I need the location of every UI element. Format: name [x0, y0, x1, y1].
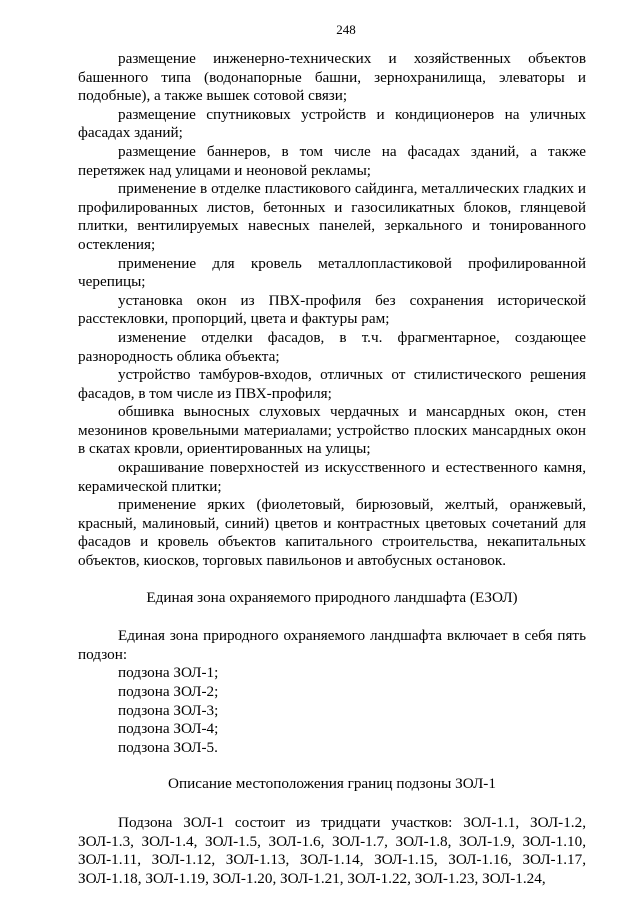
subzone-item: подзона ЗОЛ-2;	[118, 683, 219, 700]
subzone-item: подзона ЗОЛ-5.	[118, 738, 218, 756]
restriction-list-item: применение ярких (фиолетовый, бирюзовый, желтый, оранжевый, красный, малиновый, синий) цветов и контрастных цветовых сочетаний для фасадов и кровель объектов капитального строительства, некапитальных объектов, киосков, торговых павильонов и автобусных остановок.	[78, 496, 586, 570]
restriction-list-item: размещение инженерно-технических и хозяйственных объектов башенного типа (водонапорные башни, зернохранилища, элеваторы и подобные), а также вышек сотовой связи;	[78, 50, 586, 105]
restriction-list-item: установка окон из ПВХ-профиля без сохранения исторической расстекловки, пропорций, цвета и фактуры рам;	[78, 291, 586, 328]
restriction-list-item: устройство тамбуров-входов, отличных от стилистического решения фасадов, в том числе из ПВХ-профиля;	[78, 366, 586, 402]
page-number: 248	[336, 22, 356, 37]
section-heading: Единая зона охраняемого природного ландшафта (ЕЗОЛ)	[146, 588, 518, 606]
restriction-list-item: обшивка выносных слуховых чердачных и мансардных окон, стен мезонинов кровельными материалами; устройство плоских мансардных окон в скатах кровли, ориентированных на улицы;	[78, 403, 586, 458]
subzone-item: подзона ЗОЛ-4;	[118, 720, 219, 738]
restriction-list-item: окрашивание поверхностей из искусственного и естественного камня, керамической плитки;	[78, 459, 586, 495]
restriction-list-item: применение в отделке пластикового сайдинга, металлических гладких и профилированных листов, бетонных и газосиликатных блоков, глянцевой плитки, вентилируемых навесных панелей, зеркального и тонированного остекления;	[78, 180, 586, 253]
subzone-item: подзона ЗОЛ-1;	[118, 664, 219, 682]
restriction-list-item: размещение спутниковых устройств и кондиционеров на уличных фасадах зданий;	[78, 105, 586, 142]
subsection-text: Подзона ЗОЛ-1 состоит из тридцати участков: ЗОЛ-1.1, ЗОЛ-1.2, ЗОЛ-1.3, ЗОЛ-1.4, ЗОЛ-1.5, ЗОЛ-1.6, ЗОЛ-1.7, ЗОЛ-1.8, ЗОЛ-1.9, ЗОЛ-1.10, ЗОЛ-1.11, ЗОЛ-1.12, ЗОЛ-1.13, ЗОЛ-1.14, ЗОЛ-1.15, ЗОЛ-1.16, ЗОЛ-1.17, ЗОЛ-1.18, ЗОЛ-1.19, ЗОЛ-1.20, ЗОЛ-1.21, ЗОЛ-1.22, ЗОЛ-1.23, ЗОЛ-1.24,	[78, 813, 586, 887]
subsection-heading: Описание местоположения границ подзоны ЗОЛ-1	[168, 775, 496, 793]
subzone-item: подзона ЗОЛ-3;	[118, 701, 219, 719]
section-intro: Единая зона природного охраняемого ландшафта включает в себя пять подзон:	[78, 627, 586, 663]
restriction-list-item: изменение отделки фасадов, в т.ч. фрагментарное, создающее разнородность облика объекта;	[78, 328, 586, 365]
restriction-list-item: применение для кровель металлопластиковой профилированной черепицы;	[78, 254, 586, 291]
restriction-list-item: размещение баннеров, в том числе на фасадах зданий, а также перетяжек над улицами и неоновой рекламы;	[78, 142, 586, 179]
document-page	[78, 22, 586, 888]
